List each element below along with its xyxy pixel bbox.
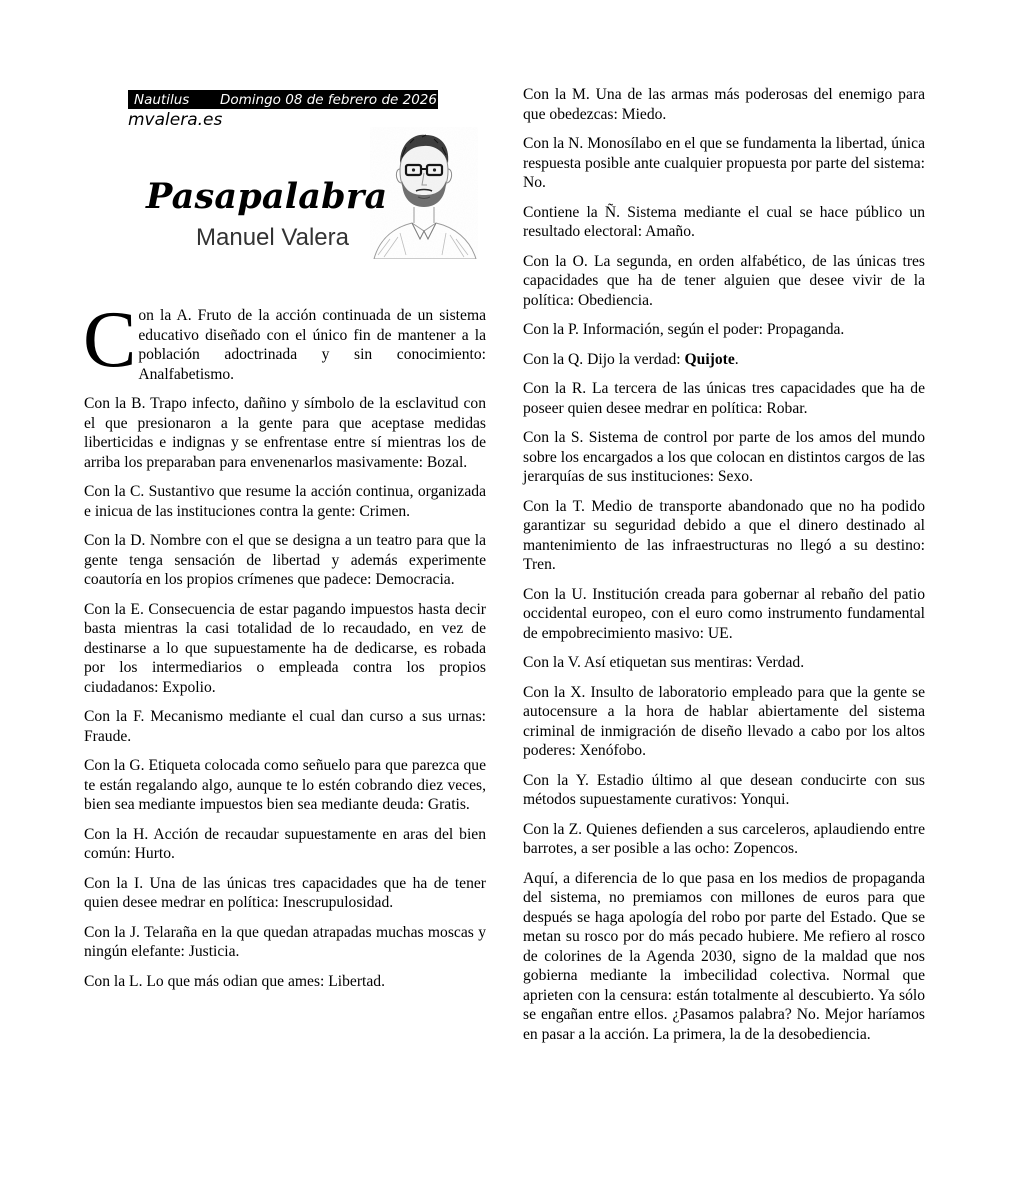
article-paragraph: Con la S. Sistema de control por parte de los amos del mundo sobre los encargados a los que colocan en distintos cargos de las jerarquías de sus instituciones: Sexo. bbox=[523, 429, 925, 485]
article-paragraph: Con la N. Monosílabo en el que se fundamenta la libertad, única respuesta posible ante cualquier propuesta por parte del sistema: No. bbox=[523, 135, 925, 191]
masthead-bar bbox=[128, 90, 438, 109]
article-paragraph: Con la T. Medio de transporte abandonado que no ha podido garantizar su seguridad debido a que el dinero destinado al mantenimiento de las infraestructuras no llegó a su destino: Tren. bbox=[523, 497, 925, 573]
article-paragraph: Con la U. Institución creada para gobernar al rebaño del patio occidental europeo, con el euro como instrumento fundamental de empobrecimiento masivo: UE. bbox=[523, 585, 925, 642]
author-portrait bbox=[370, 127, 478, 259]
article-paragraph bbox=[523, 350, 925, 370]
closing-paragraph: Aquí, a diferencia de lo que pasa en los medios de propaganda del sistema, no premiamos con millones de euros para que después se haga apología del robo por parte del Estado. Que se metan su rosco por do más pecado hubiere. Me refiero al rosco de colorines de la Agenda 2030, signo de la maldad que nos gobierna mediante la imbecilidad colectiva. Normal que aprieten con la censura: están totalmente al descubierto. Ya sólo se engañan entre ellos. ¿Pasamos palabra? No. Mejor haríamos en pasar a la acción. La primera, la de la desobediencia. bbox=[523, 869, 925, 1043]
article-paragraph: Con la J. Telaraña en la que quedan atrapadas muchas moscas y ningún elefante: Justicia. bbox=[84, 923, 486, 960]
article-paragraph: Contiene la Ñ. Sistema mediante el cual se hace público un resultado electoral: Amaño. bbox=[523, 203, 925, 240]
article-paragraph: Con la Z. Quienes defienden a sus carceleros, aplaudiendo entre barrotes, a ser posible a las ocho: Zopencos. bbox=[523, 820, 925, 857]
paragraph-text: . bbox=[734, 350, 739, 368]
site-name: mvalera.es bbox=[128, 110, 223, 130]
article-paragraph: Con la F. Mecanismo mediante el cual dan curso a sus urnas: Fraude. bbox=[84, 708, 486, 745]
article-paragraph: Con la X. Insulto de laboratorio empleado para que la gente se autocensure a la hora de hablar abiertamente del sistema criminal de inmigración de diseño llevado a cabo por los altos poderes: Xenófobo. bbox=[523, 683, 925, 759]
article-paragraph: Con la R. La tercera de las únicas tres capacidades que ha de poseer quien desee medrar en política: Robar. bbox=[523, 380, 925, 417]
drop-cap: C bbox=[83, 296, 137, 384]
article-paragraph: Con la B. Trapo infecto, dañino y símbolo de la esclavitud con el que presionaron a la gente para que aceptase medidas liberticidas e indignas y se enfrentase entre sí mientras los de arriba los preparaban para envenenarlos masivamente: Bozal. bbox=[84, 395, 486, 471]
paragraph-text: Con la Q. Dijo la verdad: bbox=[523, 350, 685, 368]
section-name: Nautilus bbox=[134, 91, 190, 108]
article-paragraph: Con la P. Información, según el poder: Propaganda. bbox=[523, 321, 845, 338]
article-paragraph: Con la H. Acción de recaudar supuestamente en aras del bien común: Hurto. bbox=[84, 825, 486, 862]
article-paragraph: Con la E. Consecuencia de estar pagando impuestos hasta decir basta mientras la casi totalidad de lo recaudado, en vez de destinarse a lo que supuestamente ha de dedicarse, es robada por los intermediarios o empleada contra los propios ciudadanos: Expolio. bbox=[84, 600, 486, 696]
article-right-column bbox=[523, 85, 925, 1054]
article-paragraph: Con la Y. Estadio último al que desean conducirte con sus métodos supuestamente curativos: Yonqui. bbox=[523, 771, 925, 808]
article-left-column bbox=[83, 296, 486, 1001]
article-paragraph: Con la M. Una de las armas más poderosas del enemigo para que obedezcas: Miedo. bbox=[523, 86, 925, 123]
bold-answer: Quijote bbox=[684, 350, 735, 368]
article-paragraph: Con la G. Etiqueta colocada como señuelo para que parezca que te están regalando algo, aunque te lo estén cobrando diez veces, bien sea mediante impuestos bien sea mediante deuda: Gratis. bbox=[84, 757, 486, 813]
article-paragraph: Con la O. La segunda, en orden alfabético, de las únicas tres capacidades que ha de tener alguien que desee vivir de la política: Obediencia. bbox=[523, 252, 925, 309]
article-paragraph bbox=[84, 290, 486, 384]
article-paragraph: Con la V. Así etiquetan sus mentiras: Verdad. bbox=[523, 654, 805, 671]
article-paragraph: Con la L. Lo que más odian que ames: Libertad. bbox=[84, 972, 385, 990]
author-name: Manuel Valera bbox=[196, 224, 349, 251]
article-title: Pasapalabra bbox=[146, 176, 388, 217]
paragraph-text: on la A. Fruto de la acción continuada de un sistema educativo diseñado con el único fin de mantener a la población adoctrinada y sin conocimiento: Analfabetismo. bbox=[138, 307, 486, 383]
article-paragraph: Con la D. Nombre con el que se designa a un teatro para que la gente tenga sensación de libertad y además experimente coautoría en los propios crímenes que padece: Democracia. bbox=[84, 532, 486, 588]
publication-date: Domingo 08 de febrero de 2026 bbox=[220, 91, 437, 108]
article-paragraph: Con la C. Sustantivo que resume la acción continua, organizada e inicua de las instituciones contra la gente: Crimen. bbox=[84, 483, 486, 520]
article-paragraph: Con la I. Una de las únicas tres capacidades que ha de tener quien desee medrar en política: Inescrupulosidad. bbox=[84, 874, 486, 911]
